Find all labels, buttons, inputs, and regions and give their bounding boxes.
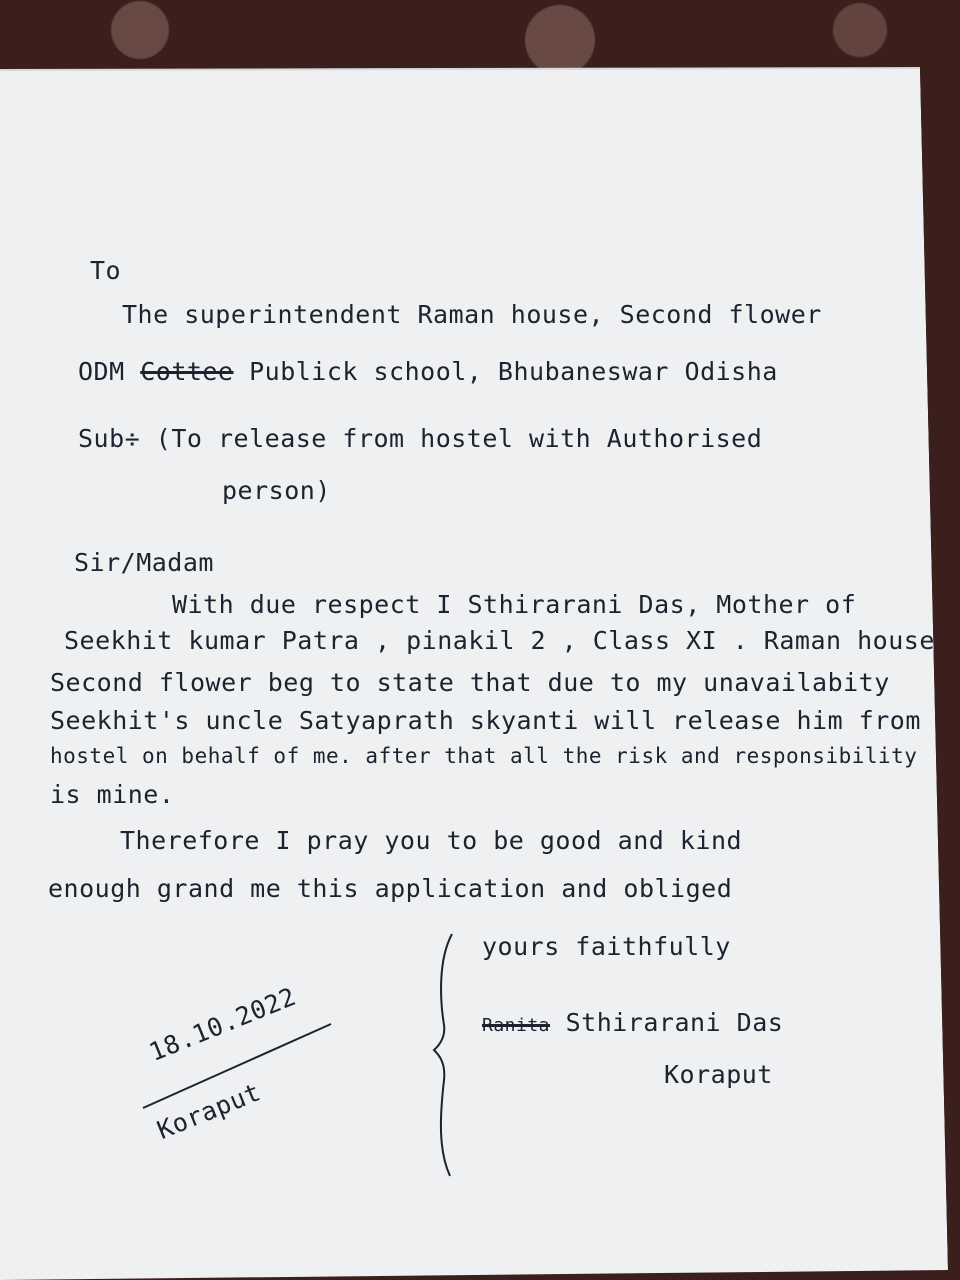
signature-line <box>482 1008 783 1037</box>
signature-brace <box>430 930 460 1180</box>
closing-line-1: Therefore I pray you to be good and kind <box>120 826 743 855</box>
closing-line-2: enough grand me this application and obliged <box>48 874 733 903</box>
body-line-5: hostel on behalf of me. after that all the risk and responsibility <box>50 744 918 768</box>
subject-line-2: person) <box>222 476 331 505</box>
date-block <box>135 981 355 1150</box>
greeting: Sir/Madam <box>74 548 214 577</box>
body-line-6: is mine. <box>50 780 175 809</box>
date: 18.10.2022 <box>145 981 301 1067</box>
date-place: Koraput <box>153 1077 265 1145</box>
subject-text: (To release from hostel with Authorised <box>155 424 763 453</box>
address-prefix: ODM <box>78 357 125 386</box>
struck-signature: Ranita <box>482 1015 551 1036</box>
body-line-4: Seekhit's uncle Satyaprath skyanti will release him from <box>50 706 921 735</box>
subject-line <box>78 424 762 453</box>
body-line-3: Second flower beg to state that due to my unavailabity <box>50 668 890 697</box>
subject-label: Sub÷ <box>78 424 141 453</box>
signoff: yours faithfully <box>482 932 731 961</box>
address-rest: Publick school, Bhubaneswar Odisha <box>249 357 778 386</box>
signature: Sthirarani Das <box>565 1008 784 1037</box>
address-line-1: The superintendent Raman house, Second flower <box>122 300 822 329</box>
body-line-2: Seekhit kumar Patra , pinakil 2 , Class XI . Raman house <box>64 626 935 655</box>
body-line-1: With due respect I Sthirarani Das, Mother of <box>172 590 857 619</box>
struck-word: Cottee <box>140 357 234 386</box>
salutation-to: To <box>90 256 122 285</box>
sign-place: Koraput <box>664 1060 773 1089</box>
address-line-2 <box>78 357 778 386</box>
